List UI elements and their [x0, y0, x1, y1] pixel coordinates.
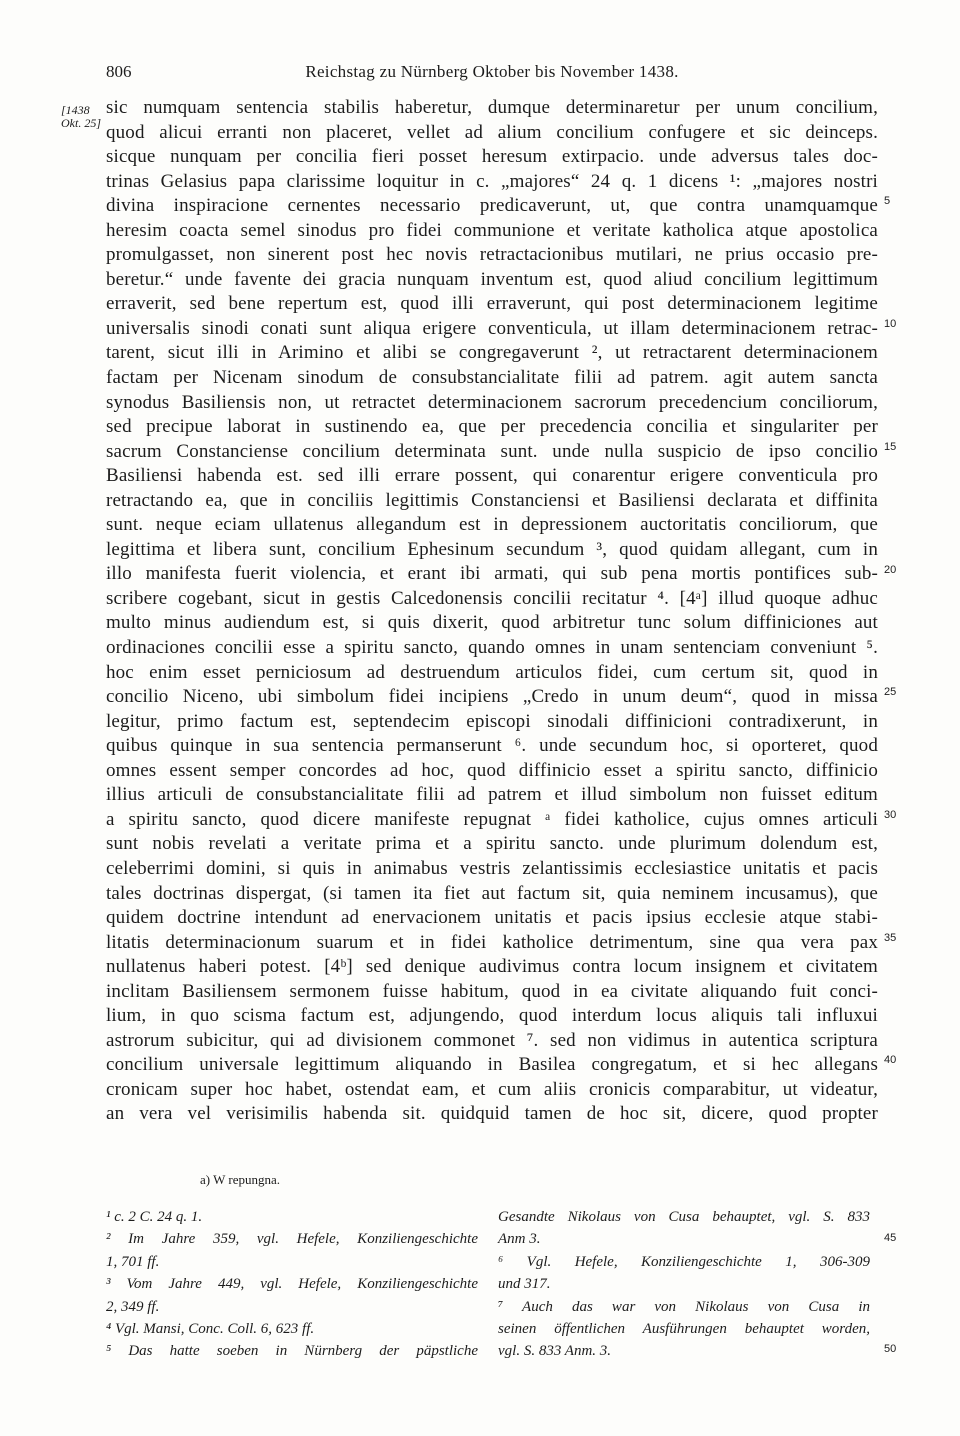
running-title: Reichstag zu Nürnberg Oktober bis November 1438. — [305, 62, 679, 81]
text-line: scribere cogebant, sicut in gestis Calcedonensis concilii recitatur ⁴. [4ᵃ] illud quoque adhuc — [106, 587, 878, 609]
text-line: erraverit, sed bene repertum est, quod illi erraverunt, qui post determinacionem legitime — [106, 293, 878, 315]
footnote-line: ¹ c. 2 C. 24 q. 1. — [106, 1209, 203, 1225]
text-line: quidem doctrine intendunt ad enervacionem unitatis et pacis ipsius ecclesie atque stabi- — [106, 907, 878, 929]
line-number: 10 — [884, 318, 897, 330]
text-line: sicque nunquam per concilia fieri posset heresum extirpacio. unde adversus tales doc- — [106, 146, 878, 168]
text-line: concilio Niceno, ubi simbolum fidei incipiens „Credo in unum deum“, quod in missa — [106, 686, 878, 708]
text-line: concilium universale legittimum aliquando in Basilea congregatum, et si hec allegans — [106, 1054, 878, 1076]
text-line: legitur, primo factum est, septendecim episcopi sinodali diffinicioni contradixerunt, in — [106, 710, 878, 732]
footnote-line: ⁷ Auch das war von Nikolaus von Cusa in — [498, 1298, 870, 1315]
text-line: synodus Basiliensis non, ut retractet determinacionem sacrorum precedencium conciliorum, — [106, 391, 878, 413]
text-line: sic numquam sentencia stabilis haberetur, dumque determinaretur per unum concilium, — [106, 97, 878, 118]
text-line: beretur.“ unde favente dei gracia nunquam inventum est, quod aliud concilium legittimum — [106, 268, 878, 290]
footnote-line: ³ Vom Jahre 449, vgl. Hefele, Konziliengeschichte — [106, 1276, 478, 1293]
page-header — [106, 62, 878, 86]
text-line: tales doctrinas dispergat, (si tamen ita fiet aut factum sit, quia neminem incusamus), que — [106, 882, 878, 904]
footnotes-right-column — [498, 1206, 870, 1363]
text-line: sed precipue laborat in sustinendo ea, que per precedencia concilia et singulariter per — [106, 416, 878, 438]
main-text-block — [106, 96, 878, 1127]
text-line: promulgasset, non sinerent post hec novis retractacionibus mutilari, ne prius occasio pre- — [106, 244, 878, 266]
text-line: cronicam super hoc habet, ostendat eam, et cum aliis cronicis comparabitur, ut videatur, — [106, 1078, 878, 1100]
text-line: a spiritu sancto, quod dicere manifeste repugnat ᵃ fidei katholice, cujus omnes articuli — [106, 808, 878, 830]
text-line: sacrum Constanciense concilium determinata sunt. unde nulla suspicio de ipso concilio — [106, 440, 878, 462]
line-number: 40 — [884, 1054, 897, 1066]
text-line: celeberrimi domini, si quis in animabus vestris zelantissimis ecclesiastice unitatis et pacis — [106, 857, 878, 879]
text-line: astrorum subicitur, qui ad divisionem commonet ⁷. sed non vidimus in autentica scriptura — [106, 1029, 878, 1051]
text-line: inclitam Basiliensem sermonem fuisse habitum, quod in ea civitate aliquando fuit conci- — [106, 980, 878, 1002]
text-line: multo minus audiendum est, si quis dixerit, quod arbitretur tunc solum diffiniciones aut — [106, 612, 878, 634]
text-line: sunt. neque eciam ullatenus allegandum est in depressionem auctoritatis conciliorum, que — [106, 514, 878, 536]
footnotes-left-column — [106, 1206, 478, 1363]
line-number: 30 — [884, 809, 897, 821]
line-number: 15 — [884, 441, 897, 453]
footnote-line: ⁶ Vgl. Hefele, Konziliengeschichte 1, 306-309 — [498, 1253, 870, 1270]
text-line: divina inspiracione cernentes necessario predicaverunt, ut, que contra unamquamque — [106, 195, 878, 217]
line-number: 45 — [884, 1232, 897, 1244]
line-number: 25 — [884, 686, 897, 698]
text-line: nullatenus haberi potest. [4ᵇ] sed denique audivimus contra locum insignem et civitatem — [106, 956, 878, 978]
line-number: 20 — [884, 564, 897, 576]
footnote-line: ⁴ Vgl. Mansi, Conc. Coll. 6, 623 ff. — [106, 1320, 315, 1337]
footnote-line: seinen öffentlichen Ausführungen behauptet worden, — [498, 1320, 870, 1337]
text-line: trinas Gelasius papa clarissime loquitur in c. „majores“ 24 q. 1 dicens ¹: „majores nostri — [106, 170, 878, 192]
footnote-line: 2, 349 ff. — [106, 1298, 160, 1315]
text-line: tarent, sicut illi in Arimino et alibi se congregaverunt ², ut retractarent determinacionem — [106, 342, 878, 364]
text-line: hoc enim esset perniciosum ad destruendum articulos fidei, cum certum sit, quod in — [106, 661, 878, 683]
text-line: an vera vel verisimilis habenda sit. quidquid tamen de hoc sit, dicere, quod propter — [106, 1103, 878, 1125]
text-line: sunt nobis revelati a veritate prima et a spiritu sancto. unde plurimum dolendum est, — [106, 833, 878, 855]
text-line: Basiliensi habenda est. sed illi errare possent, qui conarentur erigere conventicula pro — [106, 465, 878, 487]
text-line: legittima et libera sunt, concilium Ephesinum secundum ³, quod quidam allegant, cum in — [106, 538, 878, 560]
text-line: illius articuli de consubstancialitate filii ad patrem et illud simbolum non fuisset editum — [106, 784, 878, 806]
text-line: quod alicui erranti non placeret, vellet ad alium concilium confugere et sic deinceps. — [106, 121, 878, 143]
margin-date-year: [1438 — [61, 103, 90, 117]
text-line: omnes essent semper concordes ad hoc, quod diffinicio esset a spiritu sancto, diffinicio — [106, 759, 878, 781]
page-number: 806 — [106, 62, 132, 81]
text-line: heresim coacta semel sinodus pro fidei communione et veritate katholica atque apostolica — [106, 219, 878, 241]
footnote-line: Gesandte Nikolaus von Cusa behauptet, vgl. S. 833 — [498, 1209, 870, 1225]
footnote-line: und 317. — [498, 1276, 551, 1293]
text-line: illo manifesta fuerit violencia, et erant ibi armati, qui sub pena mortis pontifices sub- — [106, 563, 878, 585]
text-line: litatis determinacionum suarum et in fidei katholice detrimentum, sine qua vera pax — [106, 931, 878, 953]
footnote-line: ⁵ Das hatte soeben in Nürnberg der päpstliche — [106, 1343, 478, 1360]
critical-apparatus-note: a) W repungna. — [200, 1172, 281, 1187]
line-number: 35 — [884, 932, 897, 944]
footnote-line: Anm 3. — [498, 1231, 541, 1248]
text-line: lium, in quo scisma factum est, adjungendo, quod interdum locus aliquis tali influxui — [106, 1005, 878, 1027]
margin-date-day: Okt. 25] — [61, 116, 101, 130]
footnote-line: 1, 701 ff. — [106, 1253, 160, 1270]
text-line: retractando ea, que in conciliis legittimis Constanciensi et Basiliensi declarata et diffinita — [106, 489, 878, 511]
text-line: factam per Nicenam sinodum de consubstancialitate filii ad patrem. agit autem sancta — [106, 367, 878, 389]
footnote-line: ² Im Jahre 359, vgl. Hefele, Konziliengeschichte — [106, 1231, 478, 1248]
line-number: 5 — [884, 195, 891, 207]
footnote-line: vgl. S. 833 Anm. 3. — [498, 1343, 612, 1360]
text-line: quibus quinque in sua sentencia permanserunt ⁶. unde secundum hoc, si oporteret, quod — [106, 735, 878, 757]
line-number: 50 — [884, 1343, 897, 1355]
text-line: universalis sinodi conati sunt aliqua erigere conventicula, ut illam determinacionem retrac- — [106, 317, 878, 339]
text-line: ordinaciones concilii esse a spiritu sancto, quando omnes in unam sentenciam conveniunt ⁵. — [106, 637, 878, 659]
margin-date-note — [61, 104, 103, 130]
